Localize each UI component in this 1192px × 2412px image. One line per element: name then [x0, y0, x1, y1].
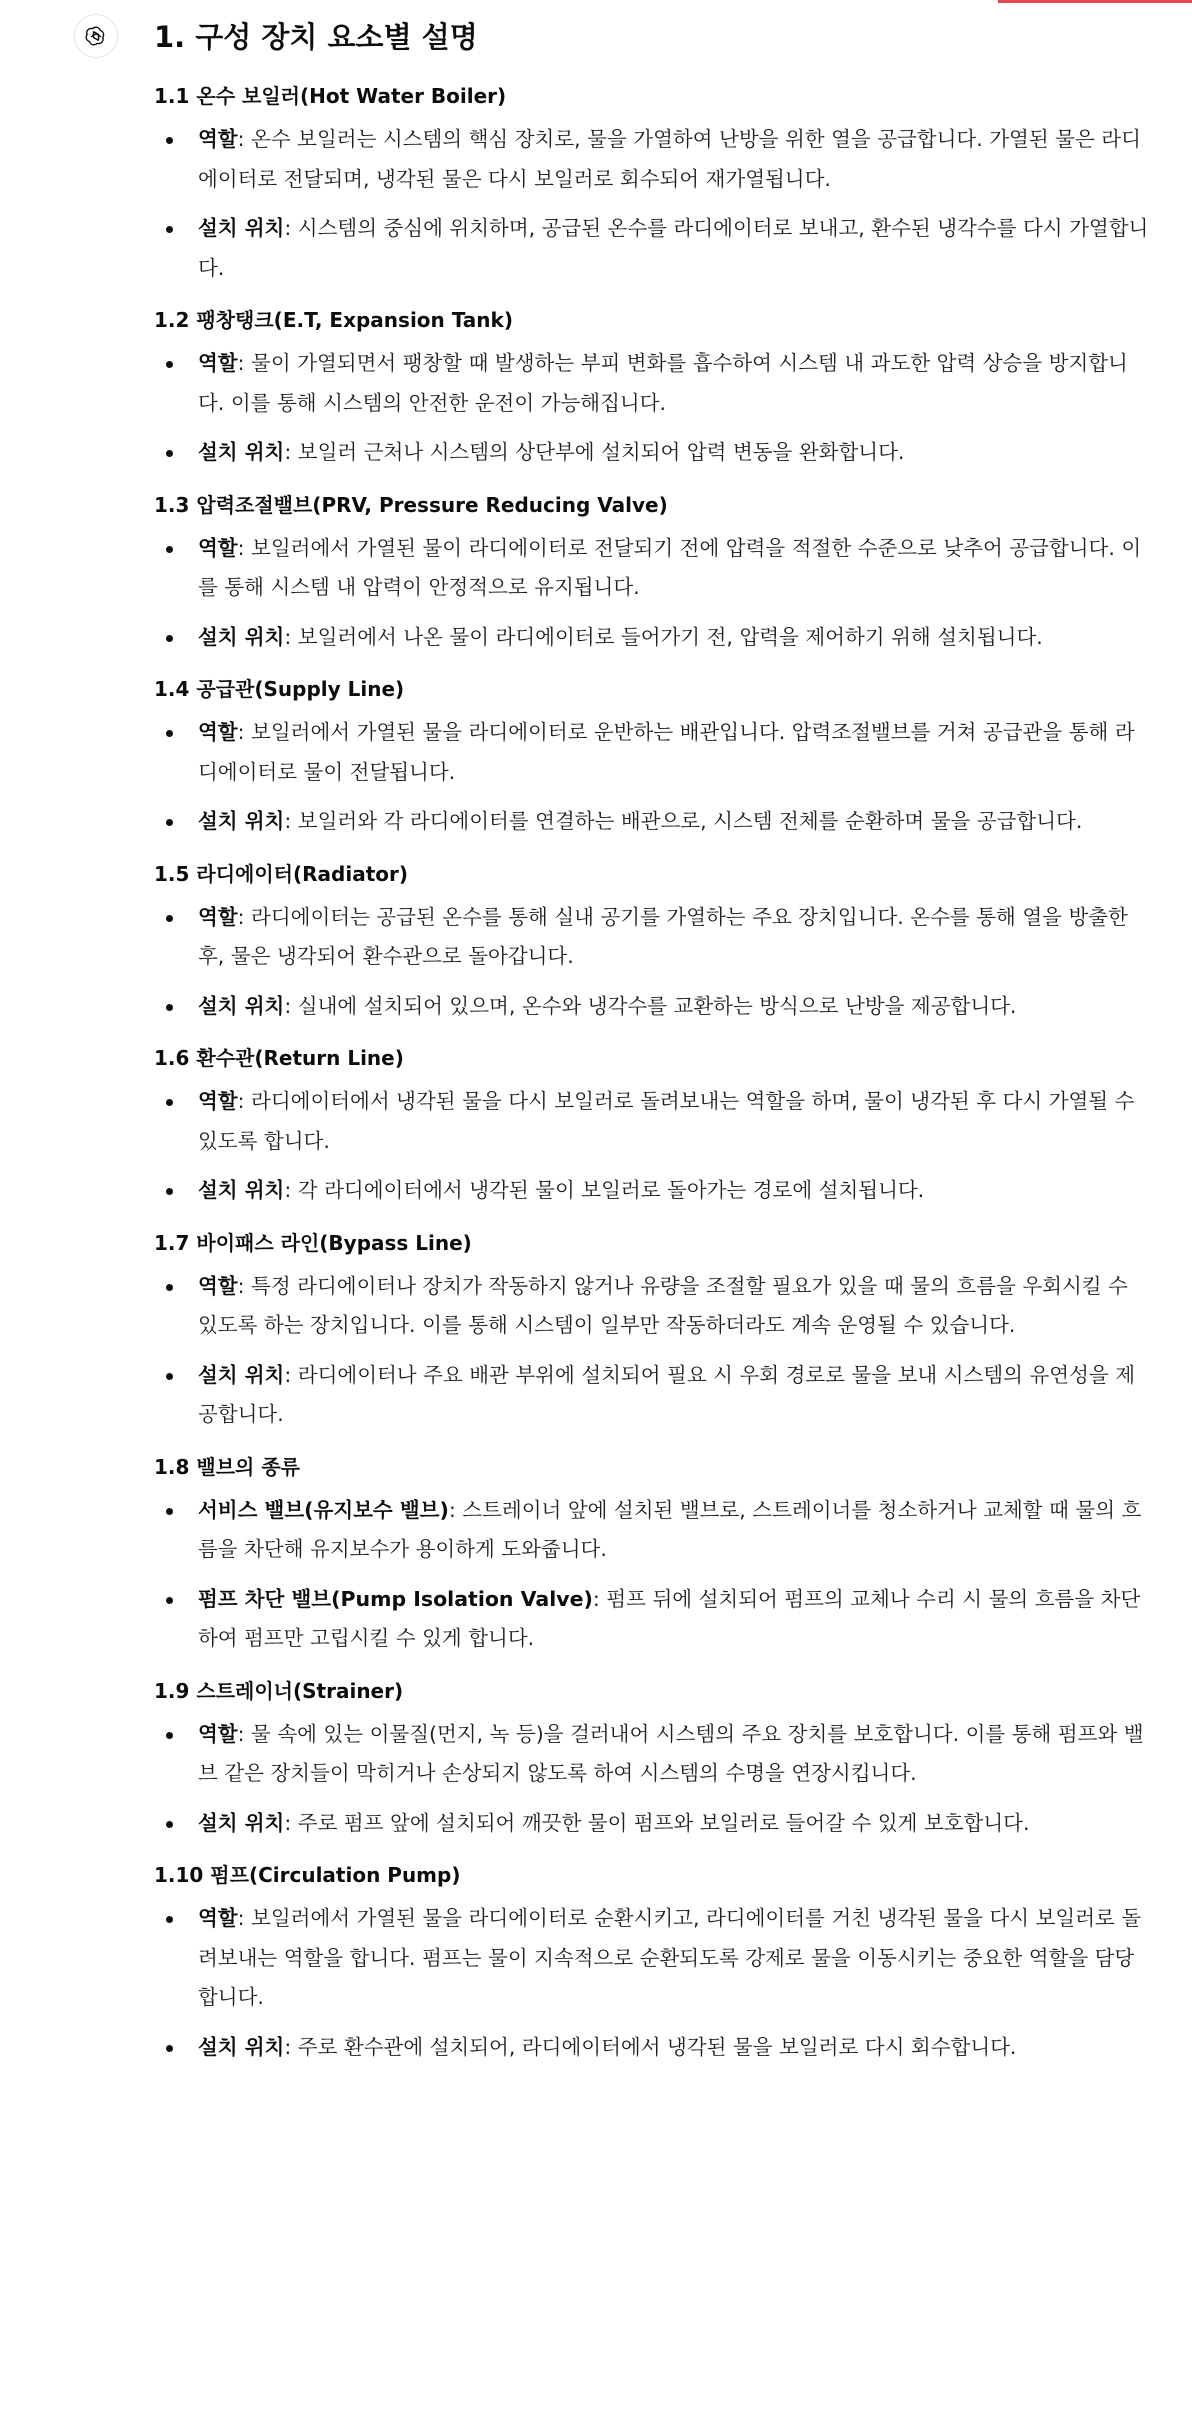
bullet-list	[154, 713, 1154, 842]
item-text: : 라디에이터나 주요 배관 부위에 설치되어 필요 시 우회 경로로 물을 보내 시스템의 유연성을 제공합니다.	[198, 1362, 1136, 1426]
item-text: : 보일러 근처나 시스템의 상단부에 설치되어 압력 변동을 완화합니다.	[284, 440, 905, 464]
list-item	[154, 1580, 1154, 1659]
list-item	[154, 1491, 1154, 1570]
item-label: 역할	[198, 127, 238, 151]
section-heading: 1.10 펌프(Circulation Pump)	[154, 1863, 461, 1887]
message-content	[154, 14, 1154, 2081]
section-heading: 1.5 라디에이터(Radiator)	[154, 861, 409, 886]
bullet-list	[154, 344, 1154, 473]
item-text: : 실내에 설치되어 있으며, 온수와 냉각수를 교환하는 방식으로 난방을 제공합니다.	[284, 993, 1017, 1018]
item-label: 서비스 밸브(유지보수 밸브)	[198, 1497, 449, 1522]
section-expansion-tank	[154, 302, 1154, 473]
section-strainer	[154, 1673, 1154, 1844]
item-label: 펌프 차단 밸브(Pump Isolation Valve)	[198, 1586, 593, 1611]
list-item	[154, 987, 1154, 1027]
item-text: : 물이 가열되면서 팽창할 때 발생하는 부피 변화를 흡수하여 시스템 내 과도한 압력 상승을 방지합니다. 이를 통해 시스템의 안전한 운전이 가능해집니다.	[198, 351, 1128, 415]
bullet-list	[154, 1267, 1154, 1435]
list-item	[154, 898, 1154, 977]
section-heading: 1.9 스트레이너(Strainer)	[154, 1678, 404, 1703]
item-label: 설치 위치	[198, 2034, 285, 2059]
section-radiator	[154, 856, 1154, 1027]
item-text: : 스트레이너 앞에 설치된 밸브로, 스트레이너를 청소하거나 교체할 때 물의 흐름을 차단해 유지보수가 용이하게 도와줍니다.	[198, 1497, 1142, 1561]
item-label: 역할	[198, 1089, 238, 1113]
item-label: 설치 위치	[198, 809, 285, 833]
list-item	[154, 713, 1154, 792]
top-accent-bar	[998, 0, 1192, 3]
item-label: 역할	[198, 1721, 238, 1746]
bullet-list	[154, 1899, 1154, 2067]
list-item	[154, 1171, 1154, 1211]
item-text: : 보일러에서 가열된 물을 라디에이터로 순환시키고, 라디에이터를 거친 냉각된 물을 다시 보일러로 돌려보내는 역할을 합니다. 펌프는 물이 지속적으로 순환되도록 강제로 물을 이동시키는 중요한 역할을 담당합니다.	[198, 1906, 1142, 2009]
bullet-list	[154, 1715, 1154, 1844]
bullet-list	[154, 529, 1154, 658]
section-pressure-reducing-valve	[154, 487, 1154, 658]
list-item	[154, 618, 1154, 658]
item-text: : 라디에이터에서 냉각된 물을 다시 보일러로 돌려보내는 역할을 하며, 물이 냉각된 후 다시 가열될 수 있도록 합니다.	[198, 1089, 1135, 1153]
section-supply-line	[154, 671, 1154, 842]
section-heading: 1.6 환수관(Return Line)	[154, 1046, 404, 1070]
bullet-list	[154, 1082, 1154, 1211]
bullet-list	[154, 120, 1154, 288]
section-return-line	[154, 1040, 1154, 1211]
section-heading: 1.3 압력조절밸브(PRV, Pressure Reducing Valve)	[154, 492, 668, 517]
item-label: 역할	[198, 1273, 238, 1298]
list-item	[154, 529, 1154, 608]
item-label: 설치 위치	[198, 1362, 285, 1387]
list-item	[154, 802, 1154, 842]
item-label: 역할	[198, 535, 238, 560]
item-text: : 물 속에 있는 이물질(먼지, 녹 등)을 걸러내어 시스템의 주요 장치를 보호합니다. 이를 통해 펌프와 밸브 같은 장치들이 막히거나 손상되지 않도록 하여 시스템의 수명을 연장시킵니다.	[198, 1721, 1144, 1785]
item-text: : 온수 보일러는 시스템의 핵심 장치로, 물을 가열하여 난방을 위한 열을 공급합니다. 가열된 물은 라디에이터로 전달되며, 냉각된 물은 다시 보일러로 회수되어 재가열됩니다.	[198, 127, 1141, 191]
item-text: : 펌프 뒤에 설치되어 펌프의 교체나 수리 시 물의 흐름을 차단하여 펌프만 고립시킬 수 있게 합니다.	[198, 1586, 1141, 1650]
bullet-list	[154, 898, 1154, 1027]
list-item	[154, 120, 1154, 199]
item-text: : 시스템의 중심에 위치하며, 공급된 온수를 라디에이터로 보내고, 환수된 냉각수를 다시 가열합니다.	[198, 216, 1149, 280]
page-title: 1. 구성 장치 요소별 설명	[154, 20, 478, 54]
item-text: : 보일러에서 가열된 물이 라디에이터로 전달되기 전에 압력을 적절한 수준으로 낮추어 공급합니다. 이를 통해 시스템 내 압력이 안정적으로 유지됩니다.	[198, 535, 1142, 599]
section-valve-types	[154, 1449, 1154, 1659]
item-label: 설치 위치	[198, 216, 285, 240]
list-item	[154, 1082, 1154, 1161]
item-text: : 보일러와 각 라디에이터를 연결하는 배관으로, 시스템 전체를 순환하며 물을 공급합니다.	[284, 809, 1083, 833]
section-hot-water-boiler	[154, 78, 1154, 288]
item-text: : 주로 환수관에 설치되어, 라디에이터에서 냉각된 물을 보일러로 다시 회수합니다.	[284, 2034, 1017, 2059]
item-label: 설치 위치	[198, 1810, 285, 1835]
bullet-list	[154, 1491, 1154, 1659]
item-label: 설치 위치	[198, 624, 285, 649]
openai-logo-icon	[84, 24, 108, 48]
item-label: 역할	[198, 1906, 238, 1930]
list-item	[154, 1356, 1154, 1435]
section-circulation-pump	[154, 1857, 1154, 2067]
list-item	[154, 1715, 1154, 1794]
item-label: 설치 위치	[198, 1178, 285, 1202]
list-item	[154, 1899, 1154, 2018]
section-heading: 1.2 팽창탱크(E.T, Expansion Tank)	[154, 308, 513, 332]
item-text: : 라디에이터는 공급된 온수를 통해 실내 공기를 가열하는 주요 장치입니다. 온수를 통해 열을 방출한 후, 물은 냉각되어 환수관으로 돌아갑니다.	[198, 904, 1128, 968]
assistant-avatar	[74, 14, 118, 58]
item-text: : 보일러에서 나온 물이 라디에이터로 들어가기 전, 압력을 제어하기 위해 설치됩니다.	[284, 624, 1043, 649]
section-heading: 1.7 바이패스 라인(Bypass Line)	[154, 1230, 472, 1255]
item-label: 역할	[198, 720, 238, 744]
list-item	[154, 433, 1154, 473]
item-text: : 보일러에서 가열된 물을 라디에이터로 운반하는 배관입니다. 압력조절밸브를 거쳐 공급관을 통해 라디에이터로 물이 전달됩니다.	[198, 720, 1135, 784]
item-label: 설치 위치	[198, 440, 285, 464]
item-label: 역할	[198, 351, 238, 375]
list-item	[154, 344, 1154, 423]
item-label: 역할	[198, 904, 238, 929]
item-label: 설치 위치	[198, 993, 285, 1018]
list-item	[154, 1804, 1154, 1844]
item-text: : 주로 펌프 앞에 설치되어 깨끗한 물이 펌프와 보일러로 들어갈 수 있게 보호합니다.	[284, 1810, 1030, 1835]
item-text: : 특정 라디에이터나 장치가 작동하지 않거나 유량을 조절할 필요가 있을 때 물의 흐름을 우회시킬 수 있도록 하는 장치입니다. 이를 통해 시스템이 일부만 작동하더라도 계속 운영될 수 있습니다.	[198, 1273, 1128, 1337]
item-text: : 각 라디에이터에서 냉각된 물이 보일러로 돌아가는 경로에 설치됩니다.	[284, 1178, 925, 1202]
section-heading: 1.1 온수 보일러(Hot Water Boiler)	[154, 84, 507, 108]
list-item	[154, 1267, 1154, 1346]
section-bypass-line	[154, 1225, 1154, 1435]
list-item	[154, 2028, 1154, 2068]
section-heading: 1.8 밸브의 종류	[154, 1454, 300, 1479]
section-heading: 1.4 공급관(Supply Line)	[154, 677, 405, 701]
list-item	[154, 209, 1154, 288]
